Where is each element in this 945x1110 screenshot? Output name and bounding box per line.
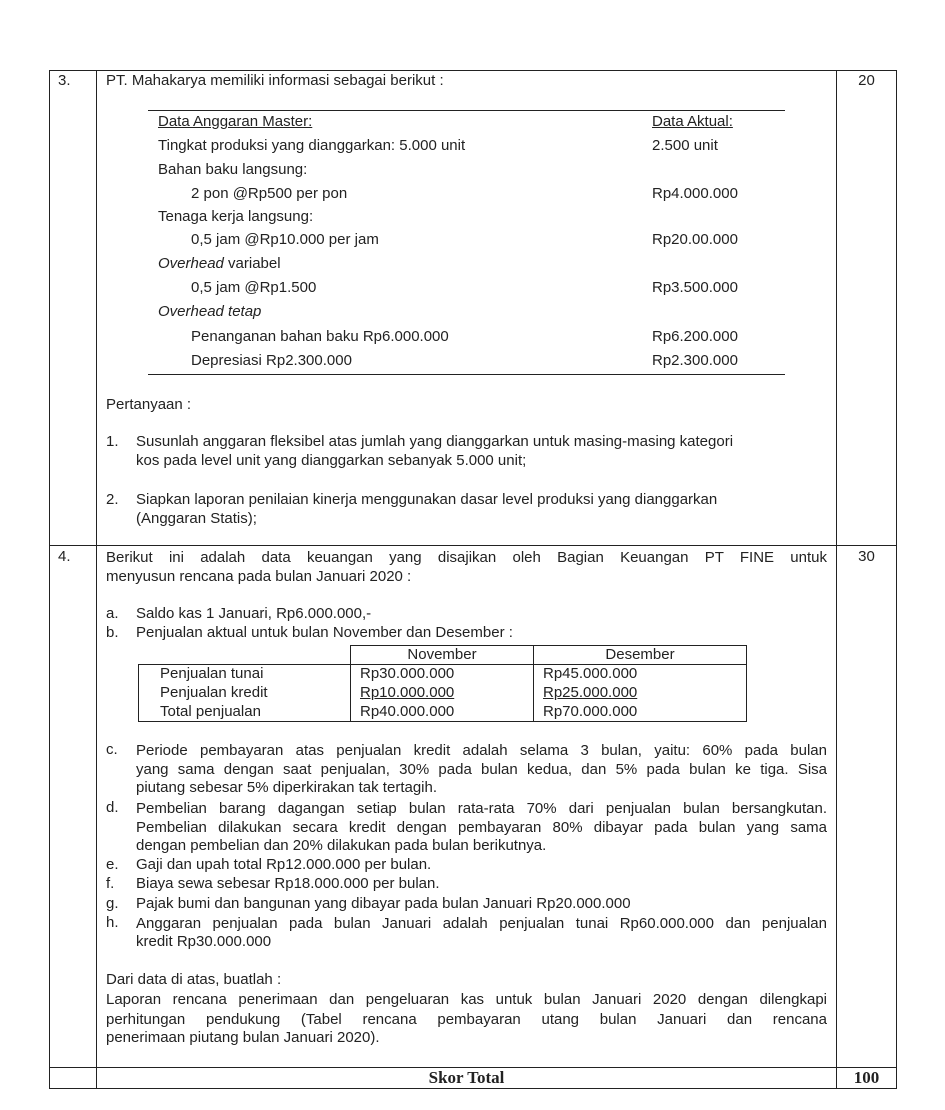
sales-table-border <box>138 664 139 722</box>
item-text: Saldo kas 1 Januari, Rp6.000.000,- <box>136 605 372 622</box>
sales-table-cell: Rp70.000.000 <box>543 703 638 720</box>
total-score-value: 100 <box>853 1068 880 1087</box>
item-letter: e. <box>106 856 119 873</box>
task-label: Dari data di atas, buatlah : <box>106 971 282 988</box>
item-letter: b. <box>106 624 119 641</box>
item-text: Pajak bumi dan bangunan yang dibayar pada bulan Januari Rp20.000.000 <box>136 895 631 912</box>
item-text-line: dengan pembelian dan 20% dilakukan pada bulan berikutnya. <box>136 837 547 854</box>
item-letter: g. <box>106 895 119 912</box>
task-text-line: perhitungan pendukung (Tabel rencana pembayaran utang bulan Januari dan rencana <box>106 1011 827 1028</box>
question-3-number: 3. <box>58 72 71 89</box>
item-text-line: Periode pembayaran atas penjualan kredit adalah selama 3 bulan, yaitu: 60% pada bulan <box>136 742 827 759</box>
row-divider-q3-q4 <box>49 545 897 546</box>
item-text-line: piutang sebesar 5% diperkirakan tak tertagih. <box>136 779 438 796</box>
budget-table-top-rule <box>148 110 785 111</box>
task-text-line: penerimaan piutang bulan Januari 2020). <box>106 1029 380 1046</box>
budget-master-header: Data Anggaran Master: <box>158 113 313 130</box>
table-border-bottom <box>49 1088 897 1089</box>
question-3-score: 20 <box>858 72 875 89</box>
question-4-intro-line: menyusun rencana pada bulan Januari 2020 : <box>106 568 412 585</box>
budget-row-label: 0,5 jam @Rp10.000 per jam <box>191 231 379 248</box>
actual-data-header: Data Aktual: <box>652 113 733 130</box>
column-divider-score <box>836 70 837 1089</box>
sales-table <box>138 645 747 722</box>
budget-row-label: Overhead tetap <box>158 303 262 320</box>
item-text: Biaya sewa sebesar Rp18.000.000 per bulan. <box>136 875 440 892</box>
sales-table-cell: Penjualan kredit <box>160 684 268 701</box>
item-text-line: Pembelian barang dagangan setiap bulan rata-rata 70% dari penjualan bulan bersangkutan. <box>136 800 827 817</box>
sales-table-cell: Rp40.000.000 <box>360 703 455 720</box>
item-text: Penjualan aktual untuk bulan November dan Desember : <box>136 624 513 641</box>
sales-table-border <box>746 645 747 722</box>
question-4-number: 4. <box>58 548 71 565</box>
item-letter: a. <box>106 605 119 622</box>
budget-row-value: Rp3.500.000 <box>652 279 738 296</box>
item-letter: f. <box>106 875 115 892</box>
table-border-top <box>49 70 897 71</box>
budget-row-label: Depresiasi Rp2.300.000 <box>191 352 352 369</box>
sales-table-cell: Rp30.000.000 <box>360 665 455 682</box>
question-4-score: 30 <box>858 548 875 565</box>
sales-table-cell: Penjualan tunai <box>160 665 264 682</box>
budget-row-value: 2.500 unit <box>652 137 718 154</box>
sales-table-cell: Rp25.000.000 <box>543 684 638 701</box>
task-text-line: Laporan rencana penerimaan dan pengeluaran kas untuk bulan Januari 2020 dengan dilengkapi <box>106 991 827 1008</box>
overhead-italic: Overhead <box>158 255 224 272</box>
item-letter: d. <box>106 799 119 816</box>
item-text-line: yang sama dengan saat penjualan, 30% pada bulan kedua, dan 5% pada bulan ke tiga. Sisa <box>136 761 827 778</box>
budget-table-bottom-rule <box>148 374 785 375</box>
budget-row-value: Rp20.00.000 <box>652 231 738 248</box>
sales-table-cell: Rp10.000.000 <box>360 684 455 701</box>
question-label: Pertanyaan : <box>106 396 192 413</box>
question-item-text: kos pada level unit yang dianggarkan sebanyak 5.000 unit; <box>136 452 527 469</box>
question-item-number: 1. <box>106 433 119 450</box>
item-letter: h. <box>106 914 119 931</box>
overhead-variabel-rest: variabel <box>223 255 281 272</box>
table-border-left <box>49 70 50 1089</box>
budget-row-value: Rp6.200.000 <box>652 328 738 345</box>
question-item-text: (Anggaran Statis); <box>136 510 257 527</box>
table-border-right <box>896 70 897 1089</box>
budget-row-value: Rp2.300.000 <box>652 352 738 369</box>
question-3-intro: PT. Mahakarya memiliki informasi sebagai berikut : <box>106 72 444 89</box>
sales-table-header: November <box>407 646 477 663</box>
item-text: Gaji dan upah total Rp12.000.000 per bulan. <box>136 856 432 873</box>
sales-table-header: Desember <box>605 646 675 663</box>
budget-row-label: Penanganan bahan baku Rp6.000.000 <box>191 328 449 345</box>
column-divider-number <box>96 70 97 1089</box>
sales-table-border <box>138 721 747 722</box>
budget-row-label: Tingkat produksi yang dianggarkan: 5.000 unit <box>158 137 466 154</box>
question-4-intro-line: Berikut ini adalah data keuangan yang disajikan oleh Bagian Keuangan PT FINE untuk <box>106 549 827 566</box>
sales-table-cell: Rp45.000.000 <box>543 665 638 682</box>
item-text-line: Anggaran penjualan pada bulan Januari adalah penjualan tunai Rp60.000.000 dan penjualan <box>136 915 827 932</box>
budget-row-value: Rp4.000.000 <box>652 185 738 202</box>
budget-row-label <box>158 255 281 273</box>
item-text-line: Pembelian dilakukan secara kredit dengan pembayaran 80% dibayar pada bulan yang sama <box>136 819 827 836</box>
budget-row-label: 2 pon @Rp500 per pon <box>191 185 348 202</box>
budget-row-label: 0,5 jam @Rp1.500 <box>191 279 317 296</box>
question-item-text: Susunlah anggaran fleksibel atas jumlah yang dianggarkan untuk masing-masing kategori <box>136 433 734 450</box>
question-item-number: 2. <box>106 491 119 508</box>
item-text-line: kredit Rp30.000.000 <box>136 933 272 950</box>
budget-row-label: Bahan baku langsung: <box>158 161 308 178</box>
sales-table-cell: Total penjualan <box>160 703 261 720</box>
budget-row-label: Tenaga kerja langsung: <box>158 208 314 225</box>
total-score-label: Skor Total <box>428 1068 505 1087</box>
question-item-text: Siapkan laporan penilaian kinerja menggunakan dasar level produksi yang dianggarkan <box>136 491 718 508</box>
item-letter: c. <box>106 741 118 758</box>
